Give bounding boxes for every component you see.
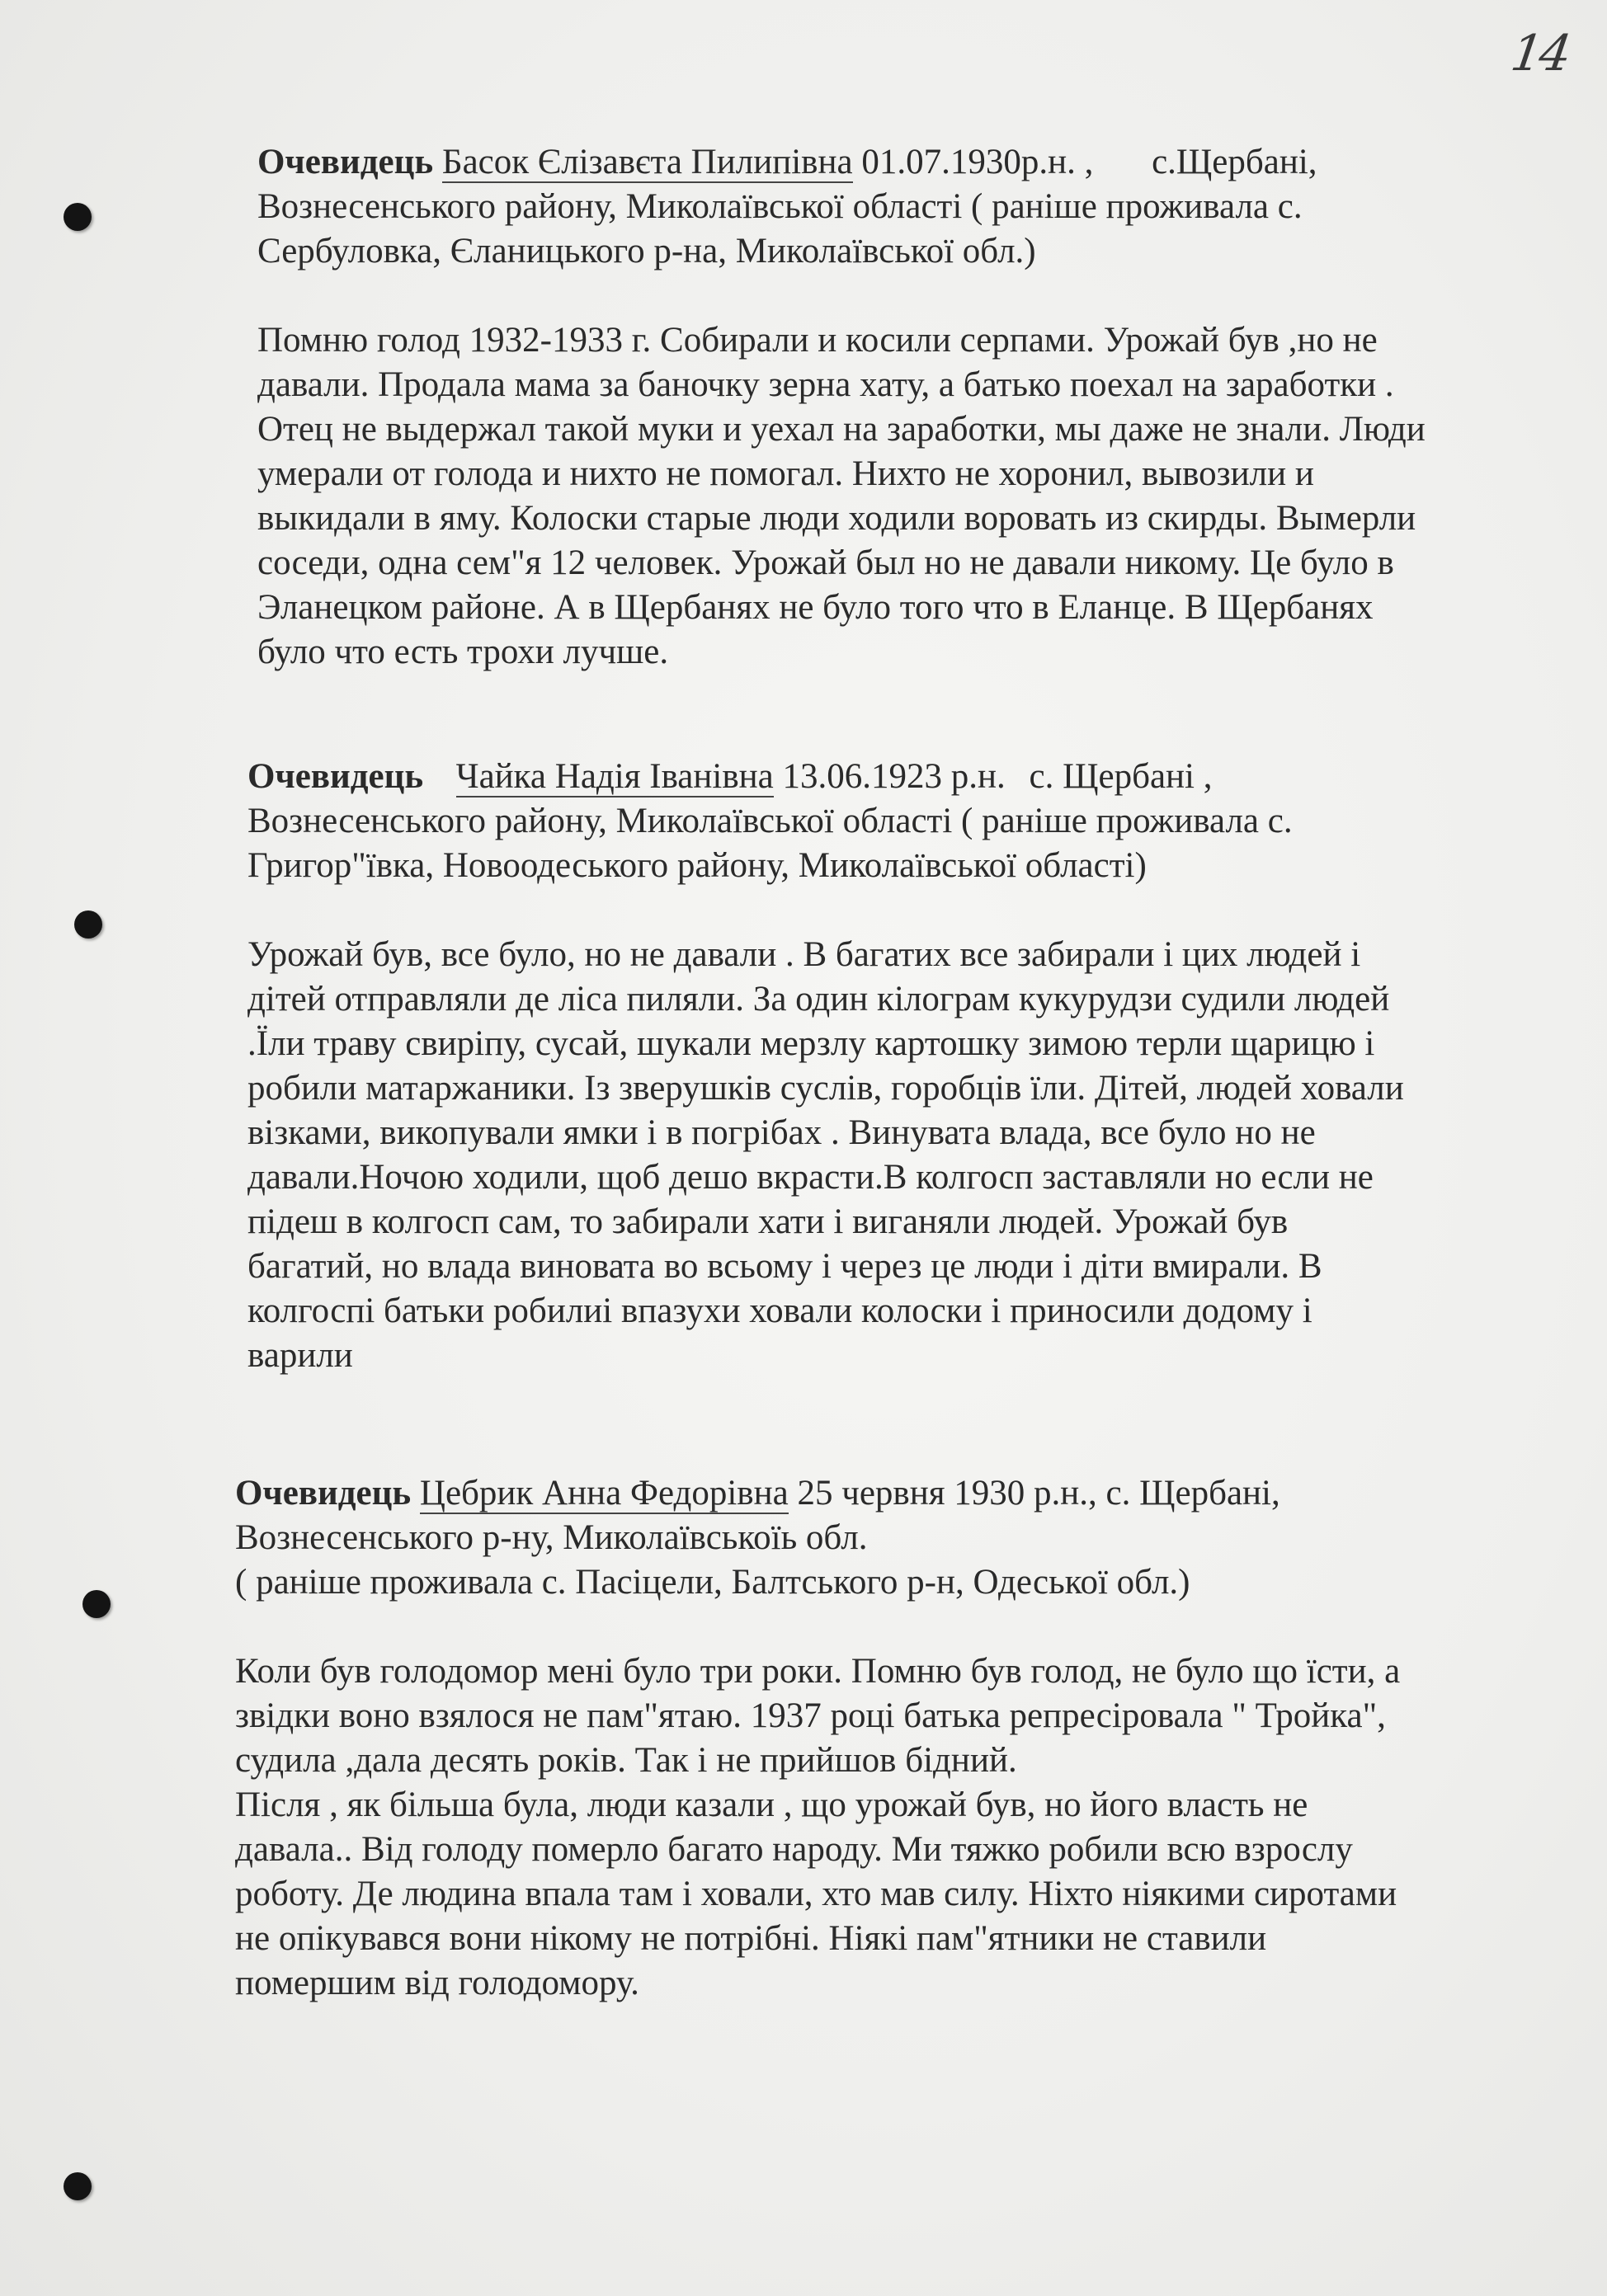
witness-name: Чайка Надія Іванівна bbox=[455, 757, 774, 796]
birth-date: 01.07.1930р.н. , bbox=[861, 143, 1094, 181]
testimony-line: дітей отправляли де ліса пиляли. За один кілограм кукурудзи судили людей bbox=[247, 980, 1390, 1019]
entry-label: Очевидець bbox=[235, 1474, 412, 1513]
place-line: Григор"ївка, Новоодеського району, Миколаївської області) bbox=[247, 846, 1147, 885]
testimony-line: судила ,дала десять років. Так і не прийшов бідний. bbox=[235, 1741, 1017, 1780]
residence: с.Щербані, bbox=[1152, 143, 1317, 181]
witness-entry-3 bbox=[235, 1471, 1400, 2006]
witness-entry-1 bbox=[257, 140, 1426, 675]
testimony-line: Коли був голодомор мені було три роки. Помню був голод, не було що їсти, а bbox=[235, 1652, 1401, 1691]
testimony-line: давали.Ночою ходили, щоб дешо вкрасти.В колгосп заставляли но если не bbox=[247, 1158, 1374, 1197]
entry-header bbox=[257, 140, 1426, 185]
witness-name: Цебрик Анна Федорівна bbox=[419, 1474, 789, 1513]
testimony-line: Отец не выдержал такой муки и уехал на заработки, мы даже не знали. Люди bbox=[257, 410, 1426, 449]
entry-label: Очевидець bbox=[247, 757, 424, 796]
place-line: Вознесенського району, Миколаївської області ( раніше проживала с. bbox=[247, 802, 1293, 840]
entry-label: Очевидець bbox=[257, 143, 434, 181]
birth-date: 13.06.1923 р.н. bbox=[782, 757, 1006, 796]
testimony-line: Эланецком районе. А в Щербанях не було того что в Еланце. В Щербанях bbox=[257, 588, 1374, 627]
testimony-line: Після , як більша була, люди казали , що урожай був, но його власть не bbox=[235, 1786, 1308, 1824]
page-number: 14 bbox=[1507, 25, 1572, 82]
testimony-line: було что есть трохи лучше. bbox=[257, 633, 669, 671]
place-line: Сербуловка, Єланицького р-на, Миколаївської обл.) bbox=[257, 232, 1036, 271]
testimony-line: візками, викопували ямки і в погрібах . Винувата влада, все було но не bbox=[247, 1113, 1316, 1152]
testimony-line: багатий, но влада виновата во всьому і через це люди і діти вмирали. В bbox=[247, 1247, 1322, 1286]
testimony-line: робили матаржаники. Із зверушків суслів, горобців їли. Дітей, людей ховали bbox=[247, 1069, 1404, 1108]
testimony-line: помершим від голодомору. bbox=[235, 1964, 639, 2002]
punch-hole bbox=[64, 203, 92, 231]
place-line: ( раніше проживала с. Пасіцели, Балтського р-н, Одеської обл.) bbox=[235, 1563, 1190, 1602]
testimony-line: Помню голод 1932-1933 г. Собирали и косили серпами. Урожай був ,но не bbox=[257, 321, 1378, 360]
testimony-line: не опікувався вони нікому не потрібні. Ніякі пам"ятники не ставили bbox=[235, 1919, 1267, 1958]
birth-date: 25 червня 1930 р.н., bbox=[797, 1474, 1097, 1513]
residence: с. Щербані, bbox=[1105, 1474, 1280, 1513]
punch-hole bbox=[82, 1590, 111, 1618]
testimony-line: умерали от голода и нихто не помогал. Нихто не хоронил, вывозили и bbox=[257, 454, 1314, 493]
place-line: Вознесенського р-ну, Миколаївськоїь обл. bbox=[235, 1518, 868, 1557]
punch-hole bbox=[74, 910, 102, 939]
testimony-line: давала.. Від голоду померло багато народу. Ми тяжко робили всю взрослу bbox=[235, 1830, 1353, 1869]
testimony-line: підеш в колгосп сам, то забирали хати і виганяли людей. Урожай був bbox=[247, 1202, 1289, 1241]
testimony-line: колгоспі батьки робилиі впазухи ховали колоски і приносили додому і bbox=[247, 1292, 1312, 1330]
witness-entry-2 bbox=[247, 755, 1404, 1378]
entry-header bbox=[247, 755, 1404, 799]
punch-hole bbox=[64, 2172, 92, 2200]
testimony-line: Урожай був, все було, но не давали . В багатих все забирали і цих людей і bbox=[247, 935, 1361, 974]
entry-header bbox=[235, 1471, 1400, 1516]
testimony-line: выкидали в яму. Колоски старые люди ходили воровать из скирды. Вымерли bbox=[257, 499, 1416, 538]
testimony-line: звідки воно взялося не пам"ятаю. 1937 році батька репресіровала " Тройка", bbox=[235, 1696, 1386, 1735]
testimony-line: давали. Продала мама за баночку зерна хату, а батько поехал на заработки . bbox=[257, 365, 1394, 404]
testimony-line: .Їли траву свиріпу, сусай, шукали мерзлу картошку зимою терли щарицю і bbox=[247, 1024, 1375, 1063]
testimony-line: роботу. Де людина впала там і ховали, хто мав силу. Ніхто ніякими сиротами bbox=[235, 1875, 1397, 1913]
testimony-line: соседи, одна сем"я 12 человек. Урожай был но не давали никому. Це було в bbox=[257, 543, 1394, 582]
place-line: Вознесенського району, Миколаївської області ( раніше проживала с. bbox=[257, 187, 1303, 226]
witness-name: Басок Єлізавєта Пилипівна bbox=[441, 143, 853, 181]
residence: с. Щербані , bbox=[1029, 757, 1213, 796]
testimony-line: варили bbox=[247, 1336, 353, 1375]
